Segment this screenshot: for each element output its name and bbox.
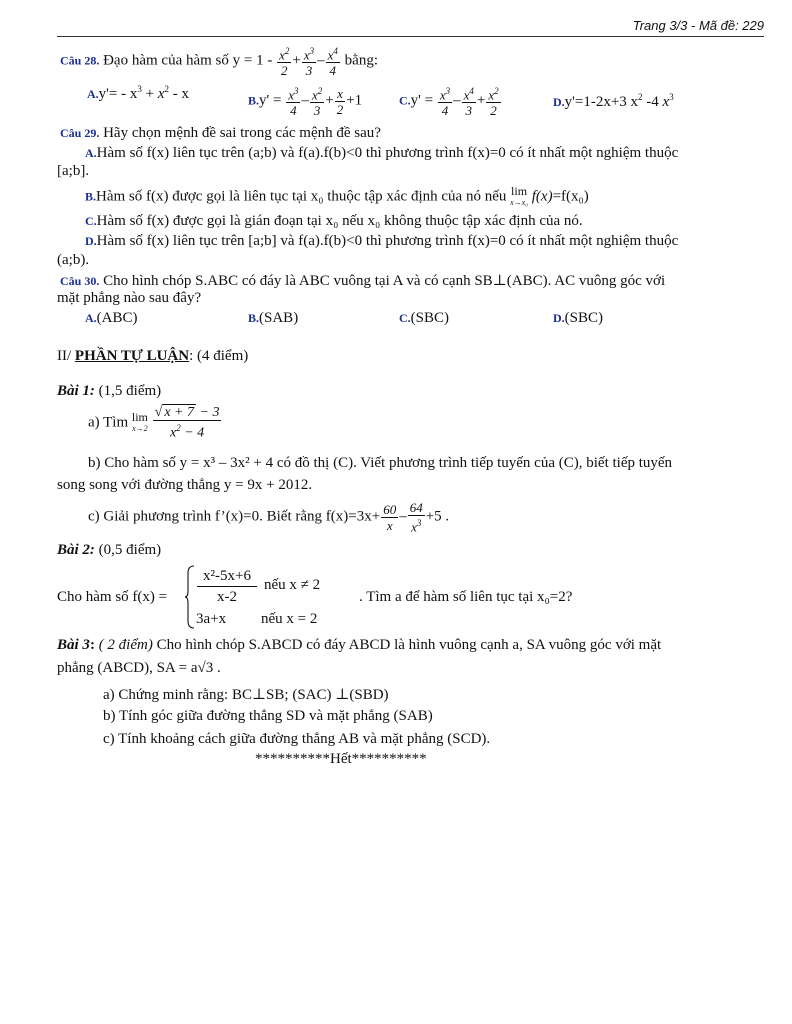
- piecewise-case-2-condition: nếu x = 2: [261, 611, 318, 627]
- exercise-3c: c) Tính khoảng cách giữa đường thẳng AB và mặt phẳng (SCD).: [103, 731, 491, 747]
- piecewise-brace: [184, 565, 196, 629]
- option-label: A.: [85, 311, 97, 325]
- option-label: B.: [248, 93, 260, 108]
- option-d[interactable]: [553, 310, 603, 327]
- question-30: [60, 271, 665, 290]
- exercise-title: Bài 3: [57, 637, 90, 653]
- end-marker: **********Hết**********: [255, 751, 427, 767]
- exercise-title: Bài 2:: [57, 542, 95, 558]
- option-text: Hàm số f(x) được gọi là gián đoạn tại x₀ nếu x₀ không thuộc tập xác định của nó.: [96, 213, 583, 229]
- page-header: Trang 3/3 - Mã đề: 229: [57, 18, 764, 37]
- exercise-points: (0,5 điểm): [94, 542, 162, 558]
- exercise-tail: +5 .: [425, 508, 450, 525]
- question-29: [60, 125, 381, 142]
- exercise-points: (1,5 điểm): [94, 383, 162, 399]
- piecewise-case-1-condition: nếu x ≠ 2: [264, 577, 321, 593]
- option-b[interactable]: B.y' = $\frac{x^3}{4}$ – $\frac{x^2}{3}$ + $\frac{x}{2}$ +1: [248, 85, 363, 119]
- exercise-1b-continued: song song với đường thẳng y = 9x + 2012.: [57, 477, 313, 493]
- question-label: Câu 30.: [60, 274, 100, 288]
- exercise-points: ( 2 điểm): [98, 637, 153, 653]
- option-a-continued: [a;b].: [57, 163, 90, 179]
- question-label: Câu 29.: [60, 126, 100, 140]
- option-d[interactable]: [85, 233, 678, 250]
- piecewise-case-2-expression: 3a+x: [196, 611, 227, 627]
- question-tail: bằng:: [344, 52, 378, 69]
- exercise-3a: a) Chứng minh rằng: BC⊥SB; (SAC) ⊥(SBD): [103, 687, 389, 703]
- limit-expression: lim x→2: [131, 409, 148, 433]
- exercise-3b: b) Tính góc giữa đường thẳng SD và mặt phẳng (SAB): [103, 708, 433, 724]
- question-text: Cho hình chóp S.ABC có đáy là ABC vuông tại A và có cạnh SB⊥(ABC). AC vuông góc với: [103, 273, 666, 289]
- exercise-1-heading: [57, 383, 161, 400]
- option-label: C.: [399, 311, 411, 325]
- exercise-2-lead: Cho hàm số f(x) =: [57, 589, 168, 605]
- option-c[interactable]: [85, 213, 583, 230]
- option-b[interactable]: B.Hàm số f(x) được gọi là liên tục tại x₀ thuộc tập xác định của nó nếu lim x→x₀ f(x)=f(x₀): [85, 184, 589, 207]
- exercise-text: Cho hình chóp S.ABCD có đáy ABCD là hình vuông cạnh a, SA vuông góc với mặt: [156, 637, 662, 653]
- question-28: Câu 28. Đạo hàm của hàm số y = 1 - $\frac{x^2}{2}$ + $\frac{x^3}{3}$ – $\frac{x^4}{4}$ bằng:: [60, 46, 378, 79]
- exercise-1a: a) Tìm lim x→2 $\frac{√ x + 7 - 3}{x^2 - 4}$: [88, 405, 220, 441]
- section-prefix: II/: [57, 348, 75, 364]
- option-label: A.: [87, 87, 99, 101]
- option-label: C.: [85, 214, 97, 228]
- option-label: C.: [399, 93, 411, 108]
- case-denominator: x-2: [217, 589, 237, 605]
- exercise-2-question: . Tìm a để hàm số liên tục tại x₀=2?: [359, 589, 573, 605]
- option-text: Hàm số f(x) liên tục trên (a;b) và f(a).f(b)<0 thì phương trình f(x)=0 có ít nhất một nghiệm thuộc: [96, 145, 679, 161]
- limit-expression: lim x→x₀: [510, 184, 528, 207]
- option-label: B.: [85, 189, 97, 204]
- question-text: Hãy chọn mệnh đề sai trong các mệnh đề sau?: [103, 125, 381, 141]
- exercise-3-heading: Bài 3: ( 2 điểm) Cho hình chóp S.ABCD có đáy ABCD là hình vuông cạnh a, SA vuông góc với mặt: [57, 637, 662, 653]
- exercise-text: a) Tìm: [88, 414, 129, 431]
- option-b[interactable]: [248, 310, 298, 327]
- option-label: D.: [553, 311, 565, 325]
- option-text: Hàm số f(x) liên tục trên [a;b] và f(a).f(b)<0 thì phương trình f(x)=0 có ít nhất một nghiệm thuộc: [96, 233, 679, 249]
- question-30-continued: mặt phẳng nào sau đây?: [57, 290, 202, 306]
- option-text: (SAB): [259, 310, 299, 326]
- option-label: D.: [553, 95, 565, 109]
- option-text: y'=1-2x+3 x: [564, 94, 639, 110]
- option-tail: =f(x₀): [552, 188, 589, 205]
- exercise-title: Bài 1:: [57, 383, 95, 399]
- option-a[interactable]: [85, 310, 138, 327]
- question-label: Câu 28.: [60, 53, 100, 68]
- fraction: $\frac{x^3}{3}$: [303, 46, 315, 79]
- section-title: PHẦN TỰ LUẬN: [74, 348, 190, 364]
- option-text: y'= - x: [98, 86, 138, 102]
- case-numerator: x²-5x+6: [197, 566, 257, 587]
- option-text: y' =: [259, 92, 282, 109]
- section-points: : (4 điểm): [189, 348, 249, 364]
- section-heading: [57, 348, 248, 365]
- option-label: D.: [85, 234, 97, 248]
- option-text: Hàm số f(x) được gọi là liên tục tại x₀ thuộc tập xác định của nó nếu: [96, 188, 507, 205]
- option-label: B.: [248, 311, 260, 325]
- option-label: A.: [85, 146, 97, 160]
- exercise-1c: c) Giải phương trình f’(x)=0. Biết rằng f(x)=3x+ $\frac{60}{x}$ – $\frac{64}{x^3}$ +5 .: [88, 500, 450, 535]
- option-a[interactable]: $A.y'= - x^3 + x^2 - x$: [87, 84, 189, 102]
- fraction: $\frac{x^2}{2}$: [279, 46, 290, 79]
- option-c[interactable]: C.y' = $\frac{x^3}{4}$ – $\frac{x^4}{3}$ + $\frac{x^2}{2}$: [399, 86, 499, 119]
- option-d-continued: (a;b).: [57, 252, 90, 268]
- option-text: (SBC): [410, 310, 450, 326]
- exercise-1b: b) Cho hàm số y = x³ – 3x² + 4 có đồ thị (C). Viết phương trình tiếp tuyến của (C), biết tiếp tuyến: [88, 455, 673, 471]
- option-text: (ABC): [96, 310, 138, 326]
- option-text: y' =: [410, 92, 434, 109]
- exercise-text: c) Giải phương trình f’(x)=0. Biết rằng f(x)=3x+: [88, 508, 381, 525]
- option-c[interactable]: [399, 310, 449, 327]
- piecewise-case-1-fraction: [197, 566, 257, 607]
- option-text: (SBC): [564, 310, 604, 326]
- option-d[interactable]: D.y'=1-2x+3 $x^2$ -4 $x^3$: [553, 92, 674, 110]
- exercise-2-heading: [57, 542, 161, 559]
- question-text: Đạo hàm của hàm số y = 1 -: [103, 52, 273, 69]
- option-a[interactable]: [85, 145, 678, 162]
- fraction: $\frac{x^4}{4}$: [327, 46, 338, 79]
- exercise-3-continued: phẳng (ABCD), SA = a√3 .: [57, 660, 221, 676]
